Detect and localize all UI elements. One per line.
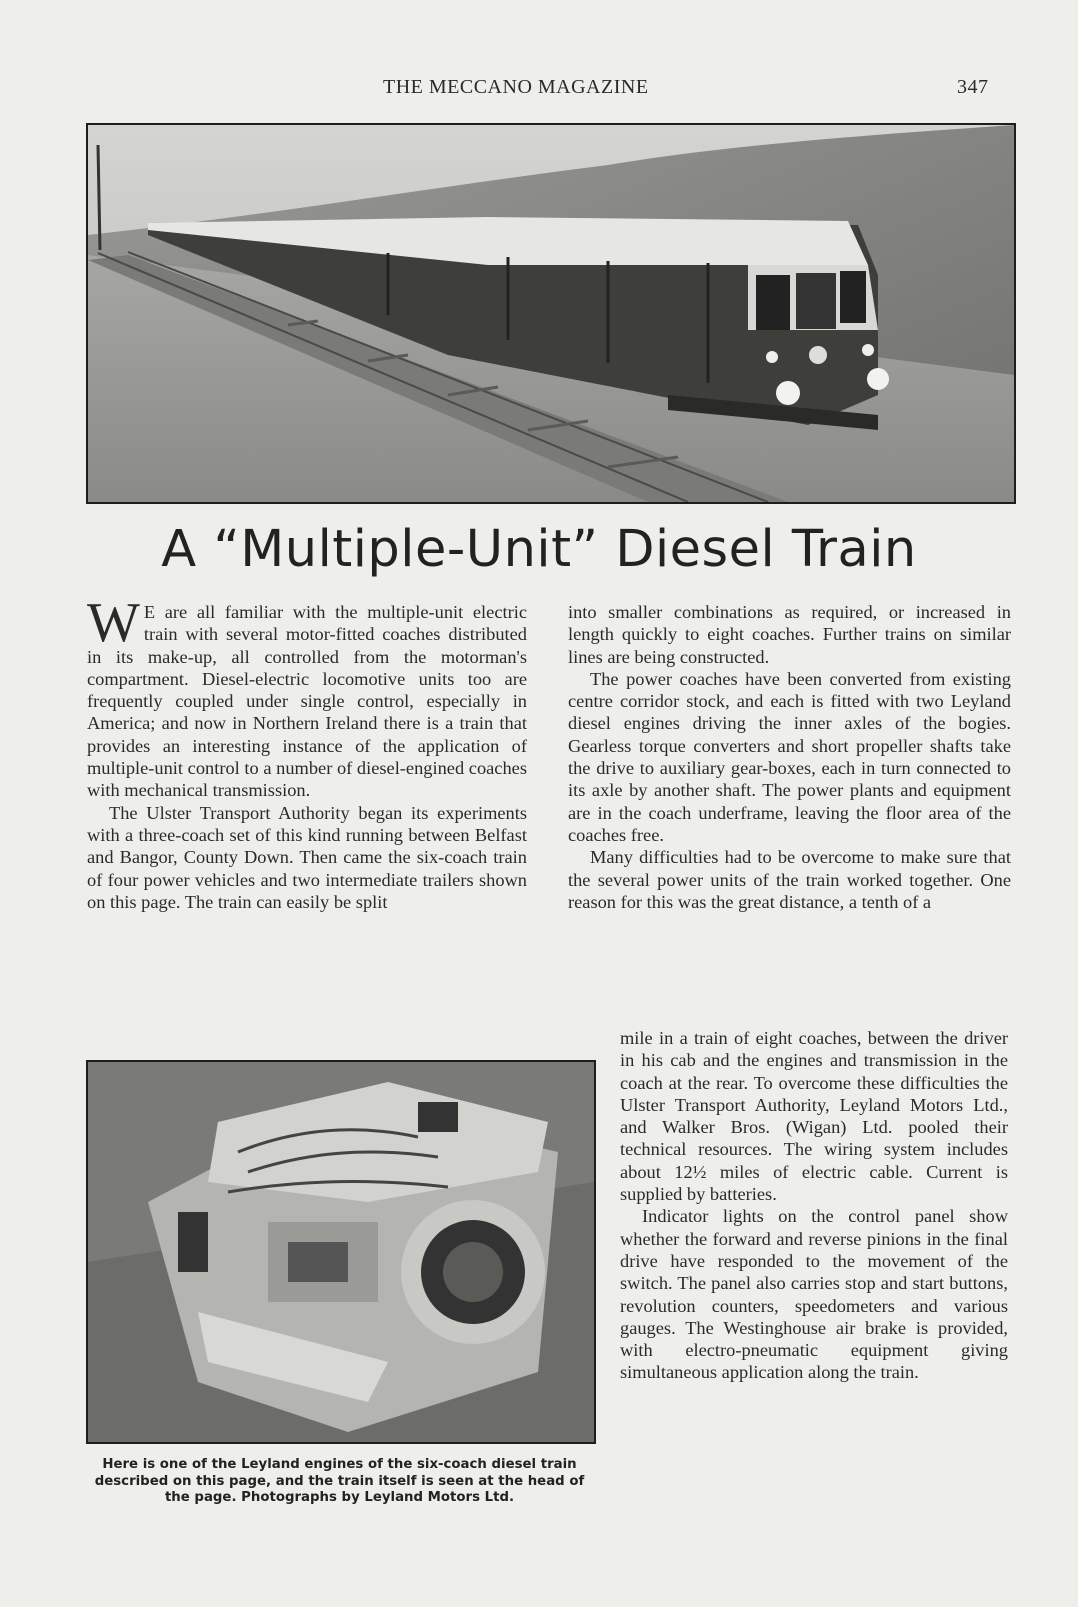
paragraph-5: Many difficulties had to be overcome to make sure that the several power units of the train worked together. One reason for this was the great distance, a tenth of a [568,847,1011,912]
right-column-top [568,601,1011,913]
paragraph-4: The power coaches have been converted from existing centre corridor stock, and each is fitted with two Leyland diesel engines driving the inner axles of the bogies. Gearless torque converters and short propeller shafts take the drive to auxiliary gear-boxes, each in turn connected to its axle by another shaft. The power plants and equipment are in the coach underframe, leaving the floor area of the coaches free. [568,668,1011,845]
article-title: A “Multiple-Unit” Diesel Train [161,520,917,579]
photo-caption: Here is one of the Leyland engines of the six-coach diesel train described on this page, and the train itself is seen at the head of the page. Photographs by Leyland Motors Ltd. [94,1457,585,1505]
paragraph-7: Indicator lights on the control panel show whether the forward and reverse pinions in the final drive have responded to the movement of the switch. The panel also carries stop and start buttons, revolution counters, speedometers and various gauges. The Westinghouse air brake is provided, with electro-pneumatic equipment giving simultaneous application along the train. [620,1206,1008,1383]
magazine-name: THE MECCANO MAGAZINE [383,76,649,98]
running-header [0,76,1078,106]
paragraph-6: mile in a train of eight coaches, between the driver in his cab and the engines and transmission in the coach at the rear. To overcome these difficulties the Ulster Transport Authority, Leyland Motors Ltd., and Walker Bros. (Wigan) Ltd. pooled their technical resources. The wiring system includes about 12½ miles of electric cable. Current is supplied by batteries. [620,1028,1008,1205]
right-column-bottom [620,1027,1008,1384]
paragraph-2: The Ulster Transport Authority began its experiments with a three-coach set of this kind running between Belfast and Bangor, County Down. Then came the six-coach train of four power vehicles and two intermediate trailers shown on this page. The train can easily be split [87,802,527,912]
page-number: 347 [957,76,989,98]
paragraph-1: W E are all familiar with the multiple-unit electric train with several motor-fitted coaches distributed in its make-up, all controlled from the motorman's compartment. Diesel-electric locomotive units too are frequently coupled under single control, especially in America; and now in Northern Ireland there is a train that provides an interesting instance of the application of multiple-unit control to a number of diesel-engined coaches with mechanical transmission. [87,592,527,801]
drop-cap: W [87,592,140,654]
left-column [87,592,527,913]
train-photograph [86,123,1016,504]
engine-photograph [86,1060,596,1444]
paragraph-3: into smaller combinations as required, or increased in length quickly to eight coaches. Further trains on similar lines are being constructed. [568,602,1011,667]
